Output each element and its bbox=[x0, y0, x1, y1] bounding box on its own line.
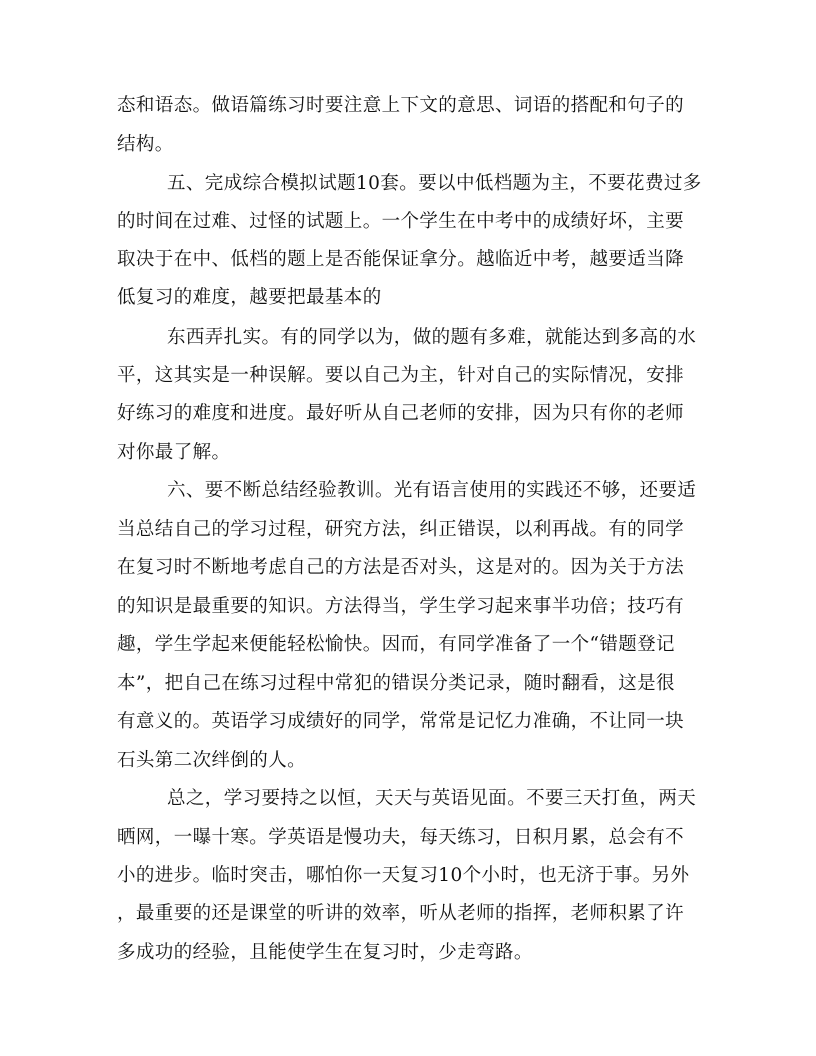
text-line: 的知识是最重要的知识。方法得当，学生学习起来事半功倍；技巧有 bbox=[117, 596, 685, 617]
text-line: 当总结自己的学习过程，研究方法，纠正错误，以利再战。有的同学 bbox=[117, 519, 685, 540]
text-line: 的时间在过难、过怪的试题上。一个学生在中考中的成绩好坏，主要 bbox=[117, 211, 685, 232]
text-line: 取决于在中、低档的题上是否能保证拿分。越临近中考，越要适当降 bbox=[117, 249, 685, 270]
text-line: 在复习时不断地考虑自己的方法是否对头，这是对的。因为关于方法 bbox=[117, 557, 685, 578]
text-line: 好练习的难度和进度。最好听从自己老师的安排，因为只有你的老师 bbox=[117, 403, 685, 424]
text-line: 多成功的经验，且能使学生在复习时，少走弯路。 bbox=[117, 942, 533, 963]
text-line: 对你最了解。 bbox=[117, 442, 231, 463]
text-line: 晒网，一曝十寒。学英语是慢功夫，每天练习，日积月累，总会有不 bbox=[117, 827, 685, 848]
text-line: ，最重要的还是课堂的听讲的效率，听从老师的指挥，老师积累了许 bbox=[117, 903, 685, 924]
paragraph-continuation-start: 东西弄扎实。有的同学以为，做的题有多难，就能达到多高的水 bbox=[167, 327, 697, 348]
text-line: 有意义的。英语学习成绩好的同学，常常是记忆力准确，不让同一块 bbox=[117, 711, 685, 732]
text-line: 低复习的难度，越要把最基本的 bbox=[117, 287, 382, 308]
text-line: 本”，把自己在练习过程中常犯的错误分类记录，随时翻看，这是很 bbox=[117, 673, 675, 694]
text-line: 小的进步。临时突击，哪怕你一天复习10个小时，也无济于事。另外 bbox=[117, 865, 690, 886]
text-line: 态和语态。做语篇练习时要注意上下文的意思、词语的搭配和句子的 bbox=[117, 95, 685, 116]
text-line: 趣，学生学起来便能轻松愉快。因而，有同学准备了一个“错题登记 bbox=[117, 634, 675, 655]
text-line: 平，这其实是一种误解。要以自己为主，针对自己的实际情况，安排 bbox=[117, 365, 685, 386]
paragraph-five-start: 五、完成综合模拟试题10套。要以中低档题为主，不要花费过多 bbox=[167, 173, 702, 194]
paragraph-summary-start: 总之，学习要持之以恒，天天与英语见面。不要三天打鱼，两天 bbox=[167, 788, 697, 809]
text-line: 结构。 bbox=[117, 134, 174, 155]
text-line: 石头第二次绊倒的人。 bbox=[117, 750, 307, 771]
paragraph-six-start: 六、要不断总结经验教训。光有语言使用的实践还不够，还要适 bbox=[167, 480, 697, 501]
